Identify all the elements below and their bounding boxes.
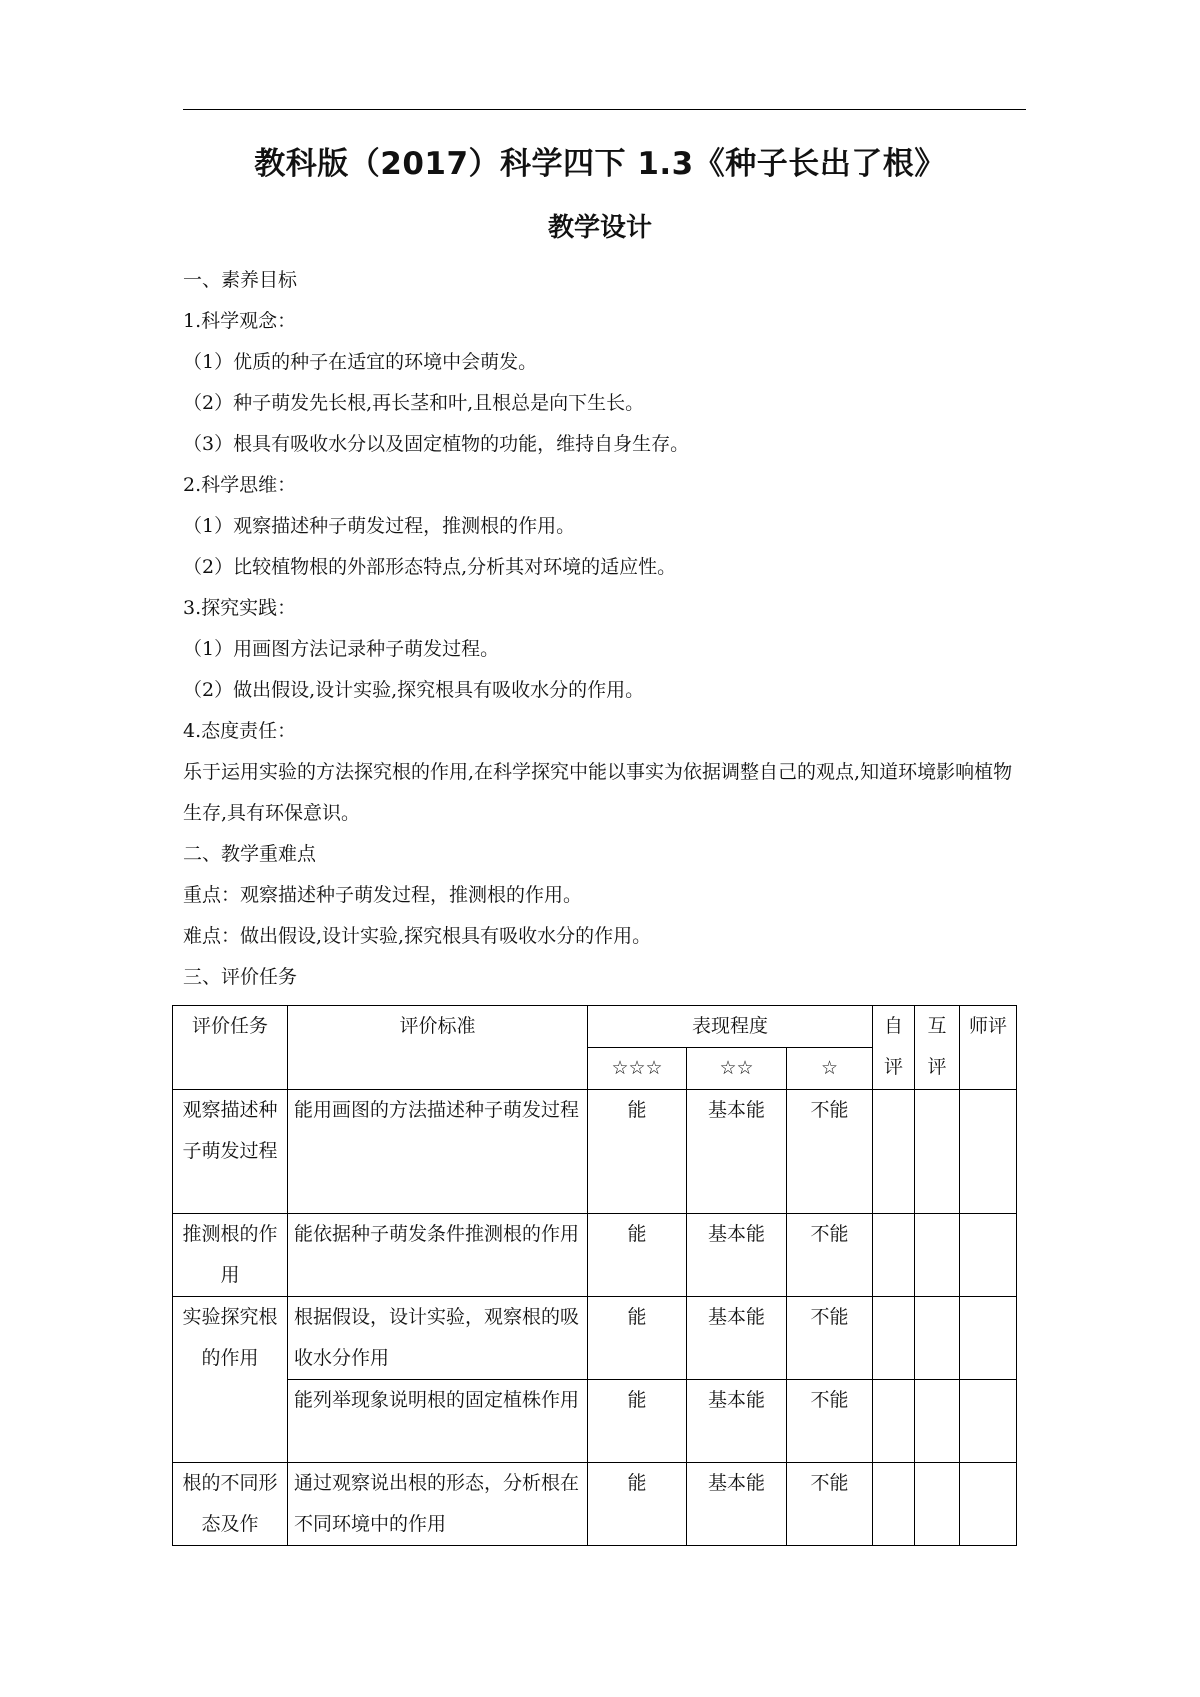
document-body [183,260,1026,998]
level-cell: 不能 [787,1463,873,1546]
paragraph: 重点：观察描述种子萌发过程，推测根的作用。 [183,884,583,906]
task-cell: 根的不同形态及作 [173,1463,288,1546]
teacher-eval-cell [960,1463,1017,1546]
peer-eval-cell [915,1463,960,1546]
self-eval-cell [873,1463,915,1546]
list-item: （1）观察描述种子萌发过程，推测根的作用。 [183,515,576,537]
list-item: （2）种子萌发先长根,再长茎和叶,且根总是向下生长。 [183,392,645,414]
level-cell: 基本能 [687,1214,787,1297]
list-item: （2）做出假设,设计实验,探究根具有吸收水分的作用。 [183,679,645,701]
list-item: （2）比较植物根的外部形态特点,分析其对环境的适应性。 [183,556,677,578]
level-cell: 不能 [787,1214,873,1297]
peer-eval-cell [915,1214,960,1297]
document-title: 教科版（2017）科学四下 1.3《种子长出了根》 [254,146,946,182]
self-eval-cell [873,1090,915,1214]
list-item: （1）用画图方法记录种子萌发过程。 [183,638,500,660]
standard-cell: 能用画图的方法描述种子萌发过程 [288,1090,588,1214]
peer-eval-cell [915,1090,960,1214]
self-eval-cell [873,1380,915,1463]
table-row [173,1214,1017,1297]
level-cell: 不能 [787,1297,873,1380]
task-cell: 实验探究根的作用 [173,1297,288,1463]
header-teacher: 师评 [960,1006,1017,1090]
standard-cell: 根据假设，设计实验，观察根的吸收水分作用 [288,1297,588,1380]
subsection-heading: 1.科学观念： [183,310,297,332]
level-cell: 能 [588,1463,687,1546]
standard-cell: 能依据种子萌发条件推测根的作用 [288,1214,588,1297]
paragraph: 难点：做出假设,设计实验,探究根具有吸收水分的作用。 [183,925,652,947]
peer-eval-cell [915,1380,960,1463]
paragraph: 乐于运用实验的方法探究根的作用,在科学探究中能以事实为依据调整自己的观点,知道环境影响植物生存,具有环保意识。 [183,761,1013,824]
header-performance: 表现程度 [588,1006,873,1048]
task-cell: 推测根的作用 [173,1214,288,1297]
header-task: 评价任务 [173,1006,288,1090]
table-row [173,1297,1017,1380]
header-peer: 互评 [915,1006,960,1090]
header-two-star: ☆☆ [687,1048,787,1090]
standard-cell: 通过观察说出根的形态，分析根在不同环境中的作用 [288,1463,588,1546]
section-heading: 二、教学重难点 [183,843,317,865]
teacher-eval-cell [960,1090,1017,1214]
list-item: （3）根具有吸收水分以及固定植物的功能，维持自身生存。 [183,433,690,455]
subsection-heading: 2.科学思维： [183,474,297,496]
peer-eval-cell [915,1297,960,1380]
table-row [173,1463,1017,1546]
header-standard: 评价标准 [288,1006,588,1090]
teacher-eval-cell [960,1214,1017,1297]
level-cell: 能 [588,1380,687,1463]
level-cell: 能 [588,1214,687,1297]
subsection-heading: 3.探究实践： [183,597,297,619]
standard-cell: 能列举现象说明根的固定植株作用 [288,1380,588,1463]
table-row [173,1380,1017,1463]
section-heading: 一、素养目标 [183,269,298,291]
level-cell: 不能 [787,1090,873,1214]
header-self: 自评 [873,1006,915,1090]
teacher-eval-cell [960,1380,1017,1463]
self-eval-cell [873,1297,915,1380]
level-cell: 能 [588,1297,687,1380]
level-cell: 能 [588,1090,687,1214]
self-eval-cell [873,1214,915,1297]
table-row [173,1090,1017,1214]
level-cell: 基本能 [687,1090,787,1214]
level-cell: 不能 [787,1380,873,1463]
header-rule [183,109,1026,110]
level-cell: 基本能 [687,1463,787,1546]
task-cell: 观察描述种子萌发过程 [173,1090,288,1214]
header-one-star: ☆ [787,1048,873,1090]
document-subtitle: 教学设计 [547,213,652,243]
level-cell: 基本能 [687,1297,787,1380]
list-item: （1）优质的种子在适宜的环境中会萌发。 [183,351,538,373]
teacher-eval-cell [960,1297,1017,1380]
level-cell: 基本能 [687,1380,787,1463]
subsection-heading: 4.态度责任： [183,720,297,742]
evaluation-table [172,1005,1017,1546]
header-three-star: ☆☆☆ [588,1048,687,1090]
section-heading: 三、评价任务 [183,966,298,988]
